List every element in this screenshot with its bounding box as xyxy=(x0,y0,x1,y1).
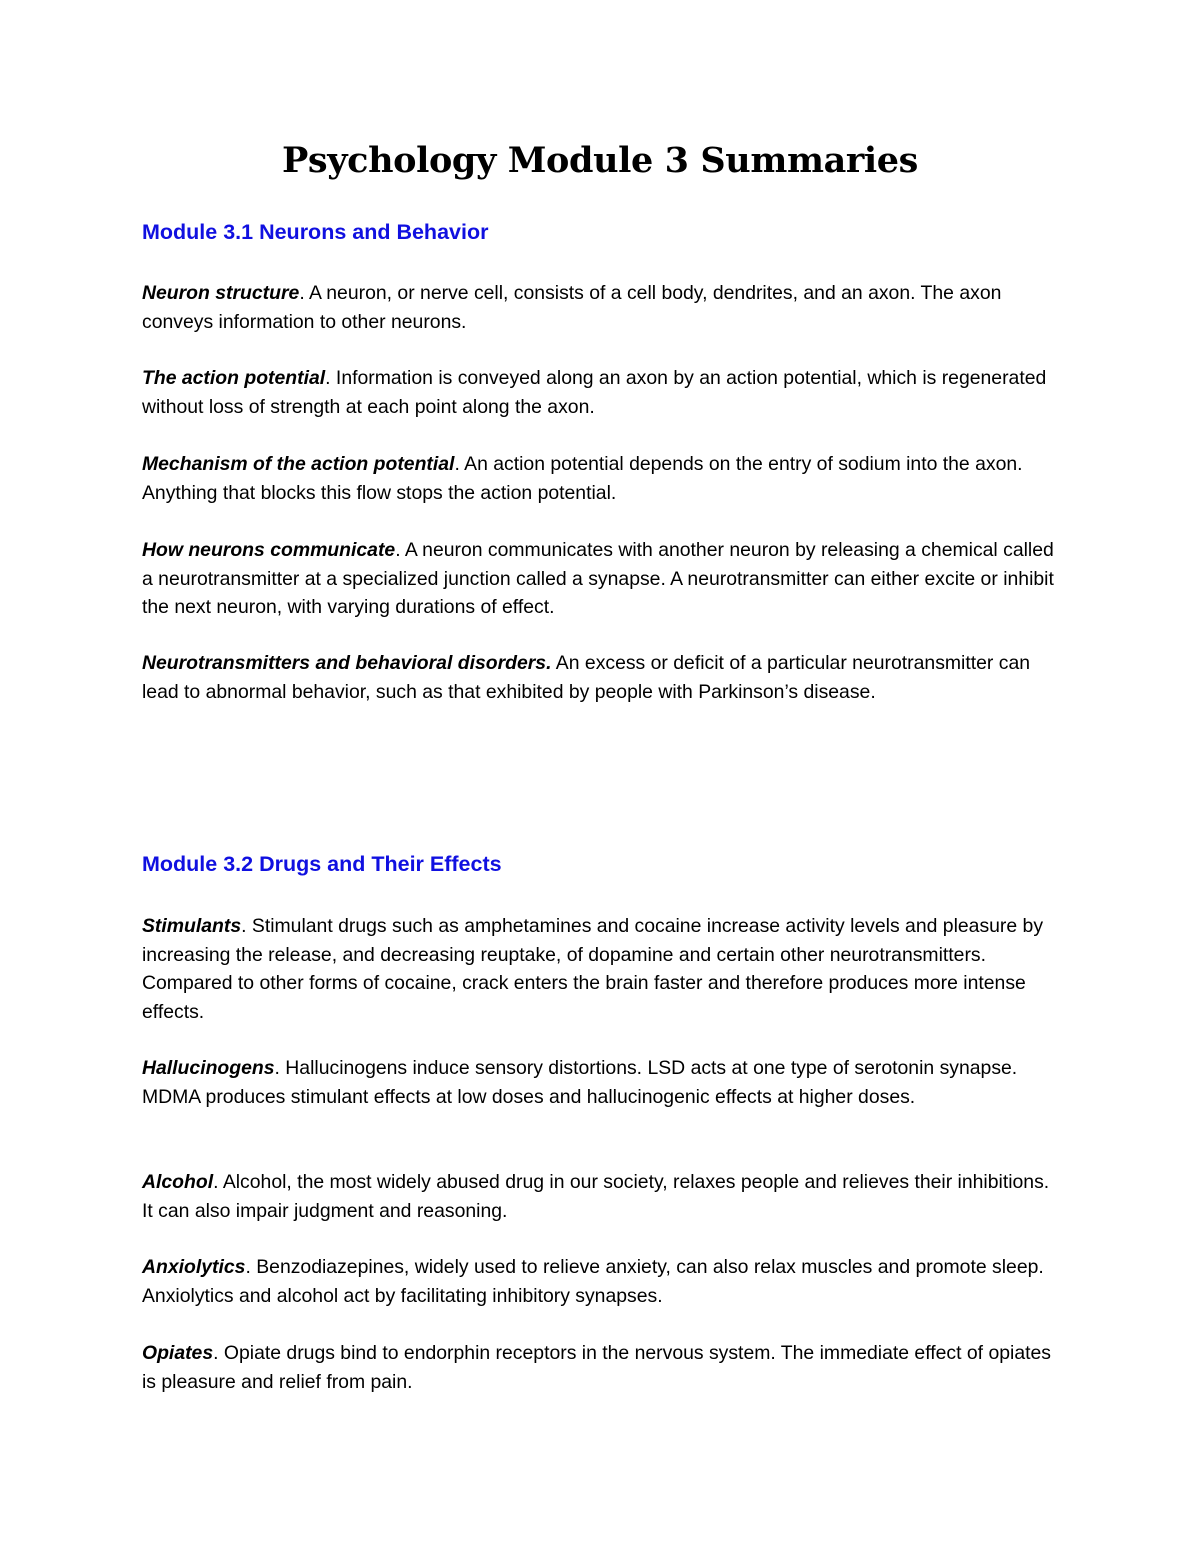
entry-neuron-structure xyxy=(142,279,1062,336)
page-title: Psychology Module 3 Summaries xyxy=(282,140,918,181)
entry-opiates xyxy=(142,1339,1062,1396)
entry-action-potential xyxy=(142,364,1062,421)
entry-hallucinogens xyxy=(142,1054,1062,1111)
entry-term: Neuron structure xyxy=(142,282,300,304)
entry-text: An excess or deficit of a particular neurotransmitter can lead to abnormal behavior, such as that exhibited by people with Parkinson’s disease. xyxy=(142,652,1031,703)
entry-term: How neurons communicate xyxy=(142,539,396,561)
entry-text: . A neuron communicates with another neuron by releasing a chemical called a neurotransmitter at a specialized junction called a synapse. A neurotransmitter can either excite or inhibit the next neuron, with varying durations of effect. xyxy=(142,539,1054,618)
entry-text: . A neuron, or nerve cell, consists of a cell body, dendrites, and an axon. The axon conveys information to other neurons. xyxy=(142,282,1002,333)
section-heading-3-1: Module 3.1 Neurons and Behavior xyxy=(142,220,489,244)
entry-text: . Benzodiazepines, widely used to relieve anxiety, can also relax muscles and promote sleep. Anxiolytics and alcohol act by facilitating inhibitory synapses. xyxy=(142,1256,1044,1307)
entry-neurotransmitters-disorders xyxy=(142,649,1062,706)
entry-term: Neurotransmitters and behavioral disorders. xyxy=(142,652,552,674)
entry-text: . Hallucinogens induce sensory distortions. LSD acts at one type of serotonin synapse. MDMA produces stimulant effects at low doses and hallucinogenic effects at higher doses. xyxy=(142,1057,1018,1108)
section-heading-3-2: Module 3.2 Drugs and Their Effects xyxy=(142,852,502,876)
entry-term: Hallucinogens xyxy=(142,1057,275,1079)
entry-anxiolytics xyxy=(142,1253,1062,1310)
entry-term: Opiates xyxy=(142,1342,214,1364)
entry-text: . Opiate drugs bind to endorphin receptors in the nervous system. The immediate effect of opiates is pleasure and relief from pain. xyxy=(142,1342,1051,1393)
entry-text: . An action potential depends on the entry of sodium into the axon. Anything that blocks this flow stops the action potential. xyxy=(142,453,1023,504)
entry-mechanism-action-potential xyxy=(142,450,1062,507)
entry-term: Alcohol xyxy=(142,1171,214,1193)
entry-text: . Alcohol, the most widely abused drug in our society, relaxes people and relieves their inhibitions. It can also impair judgment and reasoning. xyxy=(142,1171,1050,1222)
entry-text: . Information is conveyed along an axon by an action potential, which is regenerated without loss of strength at each point along the axon. xyxy=(142,367,1047,418)
entry-stimulants xyxy=(142,912,1062,1026)
entry-term: The action potential xyxy=(142,367,326,389)
entry-alcohol xyxy=(142,1168,1062,1225)
entry-term: Stimulants xyxy=(142,915,242,937)
entry-term: Mechanism of the action potential xyxy=(142,453,455,475)
entry-term: Anxiolytics xyxy=(142,1256,246,1278)
entry-text: . Stimulant drugs such as amphetamines and cocaine increase activity levels and pleasure by increasing the release, and decreasing reuptake, of dopamine and certain other neurotransmitters. Compared to other forms of cocaine, crack enters the brain faster and therefore produces more intense effects. xyxy=(142,915,1044,1023)
entry-how-neurons-communicate xyxy=(142,536,1062,622)
